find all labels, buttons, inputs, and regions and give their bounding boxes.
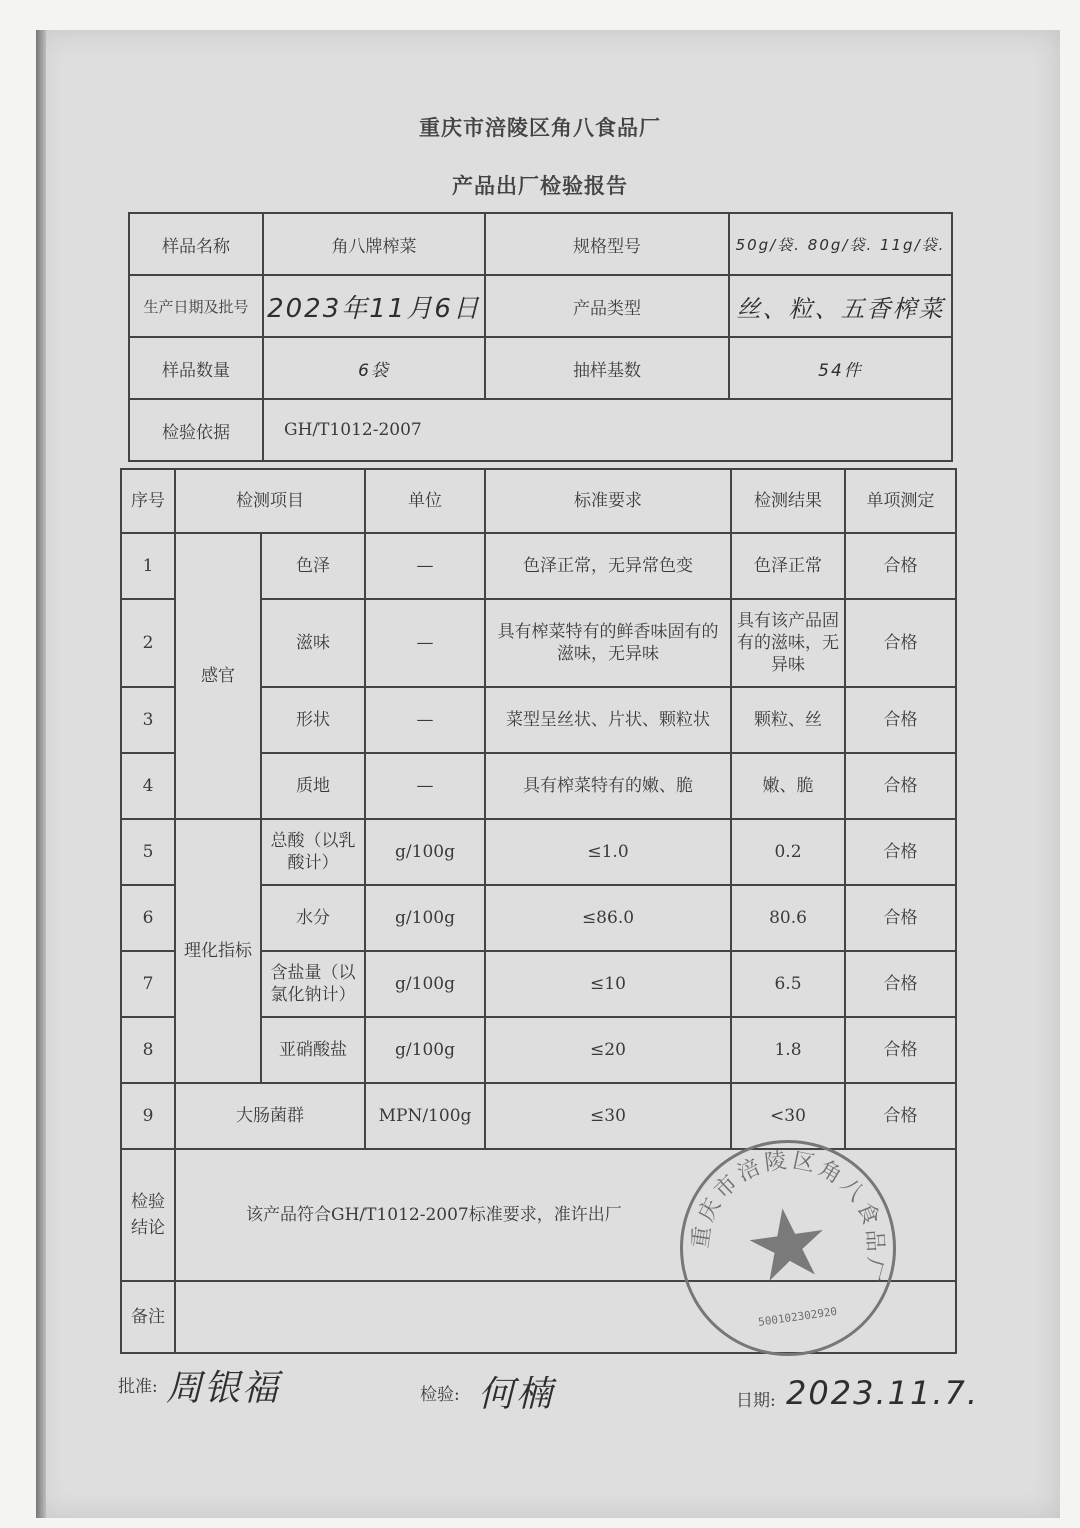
row-standard: ≤30 <box>485 1083 731 1149</box>
row-verdict: 合格 <box>845 1017 956 1083</box>
row-item: 亚硝酸盐 <box>261 1017 365 1083</box>
row-no: 8 <box>121 1017 175 1083</box>
row-no: 6 <box>121 885 175 951</box>
row-no: 2 <box>121 599 175 687</box>
col-no: 序号 <box>121 469 175 533</box>
row-standard: ≤1.0 <box>485 819 731 885</box>
report-title: 产品出厂检验报告 <box>452 173 628 198</box>
group-physchem: 理化指标 <box>175 819 261 1083</box>
table-row <box>121 533 956 599</box>
row-result: 嫩、脆 <box>731 753 845 819</box>
row-unit: g/100g <box>365 951 485 1017</box>
row-item: 色泽 <box>261 533 365 599</box>
sign-date: 2023.11.7. <box>786 1374 980 1412</box>
row-result: 色泽正常 <box>731 533 845 599</box>
prod-date-label: 生产日期及批号 <box>129 275 263 337</box>
sampling-base-value: 54件 <box>729 337 952 399</box>
row-no: 9 <box>121 1083 175 1149</box>
seal-text: 重庆市涪陵区角八食品厂 <box>688 1148 888 1287</box>
row-unit: — <box>365 687 485 753</box>
date-label: 日期: <box>736 1391 776 1411</box>
row-standard: 具有榨菜特有的鲜香味固有的滋味，无异味 <box>485 599 731 687</box>
row-standard: 具有榨菜特有的嫩、脆 <box>485 753 731 819</box>
spec-value: 50g/袋. 80g/袋. 11g/袋. <box>729 213 952 275</box>
row-verdict: 合格 <box>845 599 956 687</box>
row-verdict: 合格 <box>845 687 956 753</box>
row-standard: 菜型呈丝状、片状、颗粒状 <box>485 687 731 753</box>
company-title: 重庆市涪陵区角八食品厂 <box>419 115 661 140</box>
row-standard: 色泽正常，无异常色变 <box>485 533 731 599</box>
col-result: 检测结果 <box>731 469 845 533</box>
basis-value: GH/T1012-2007 <box>263 399 952 461</box>
row-item: 水分 <box>261 885 365 951</box>
prod-date-value: 2023年11月6日 <box>263 275 485 337</box>
sample-name-value: 角八牌榨菜 <box>263 213 485 275</box>
row-verdict: 合格 <box>845 753 956 819</box>
row-unit: g/100g <box>365 885 485 951</box>
col-standard: 标准要求 <box>485 469 731 533</box>
basis-label: 检验依据 <box>129 399 263 461</box>
row-unit: — <box>365 599 485 687</box>
row-no: 1 <box>121 533 175 599</box>
col-unit: 单位 <box>365 469 485 533</box>
seal-code: 500102302920 <box>757 1304 838 1329</box>
row-standard: ≤20 <box>485 1017 731 1083</box>
row-verdict: 合格 <box>845 819 956 885</box>
sample-name-label: 样品名称 <box>129 213 263 275</box>
row-no: 4 <box>121 753 175 819</box>
approve-signature: 周银福 <box>166 1368 281 1409</box>
row-result: 6.5 <box>731 951 845 1017</box>
row-standard: ≤86.0 <box>485 885 731 951</box>
remarks-label: 备注 <box>121 1281 175 1353</box>
row-no: 3 <box>121 687 175 753</box>
row-result: 具有该产品固有的滋味，无异味 <box>731 599 845 687</box>
row-result: 1.8 <box>731 1017 845 1083</box>
row-no: 5 <box>121 819 175 885</box>
row-no: 7 <box>121 951 175 1017</box>
row-verdict: 合格 <box>845 1083 956 1149</box>
sample-qty-value: 6袋 <box>263 337 485 399</box>
conclusion-text: 该产品符合GH/T1012-2007标准要求，准许出厂 <box>175 1149 956 1281</box>
row-item: 形状 <box>261 687 365 753</box>
row-item: 大肠菌群 <box>175 1083 365 1149</box>
spec-label: 规格型号 <box>485 213 729 275</box>
row-item: 滋味 <box>261 599 365 687</box>
table-row <box>121 819 956 885</box>
info-table <box>128 212 953 462</box>
row-item: 总酸（以乳酸计） <box>261 819 365 885</box>
row-verdict: 合格 <box>845 885 956 951</box>
col-item: 检测项目 <box>175 469 365 533</box>
inspect-label: 检验: <box>420 1385 460 1405</box>
conclusion-label: 检验结论 <box>121 1149 175 1281</box>
group-sensory: 感官 <box>175 533 261 819</box>
col-verdict: 单项测定 <box>845 469 956 533</box>
sample-qty-label: 样品数量 <box>129 337 263 399</box>
row-unit: g/100g <box>365 1017 485 1083</box>
approve-label: 批准: <box>118 1377 158 1397</box>
sampling-base-label: 抽样基数 <box>485 337 729 399</box>
row-result: 颗粒、丝 <box>731 687 845 753</box>
table-header-row <box>121 469 956 533</box>
row-standard: ≤10 <box>485 951 731 1017</box>
row-verdict: 合格 <box>845 951 956 1017</box>
seal-star-icon <box>746 1203 829 1283</box>
row-verdict: 合格 <box>845 533 956 599</box>
product-type-label: 产品类型 <box>485 275 729 337</box>
row-result: 80.6 <box>731 885 845 951</box>
row-item: 含盐量（以氯化钠计） <box>261 951 365 1017</box>
row-result: <30 <box>731 1083 845 1149</box>
row-item: 质地 <box>261 753 365 819</box>
row-unit: MPN/100g <box>365 1083 485 1149</box>
row-unit: — <box>365 533 485 599</box>
row-unit: — <box>365 753 485 819</box>
row-result: 0.2 <box>731 819 845 885</box>
row-unit: g/100g <box>365 819 485 885</box>
company-seal <box>666 1126 910 1370</box>
product-type-value: 丝、粒、五香榨菜 <box>729 275 952 337</box>
inspect-signature: 何楠 <box>478 1374 555 1415</box>
